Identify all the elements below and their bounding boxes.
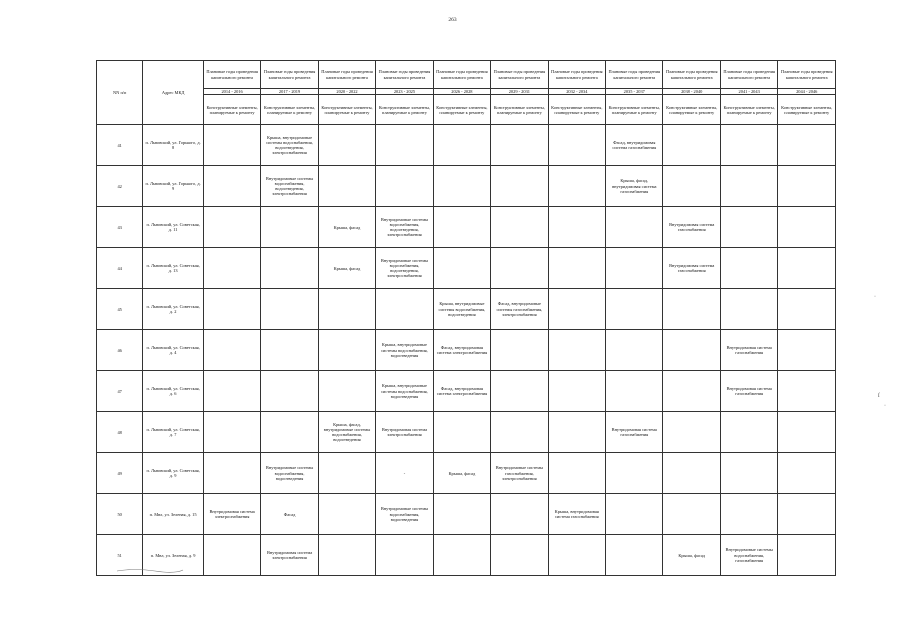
period-cell (203, 535, 260, 576)
period-cell (548, 330, 605, 371)
period-cell: Фасад, внутридомовая система газоснабжения (606, 125, 663, 166)
table-row (97, 207, 836, 248)
period-cell (433, 207, 490, 248)
period-range: 2032 - 2034 (548, 89, 605, 95)
row-address: п. Львовский, ул. Горького, д. 9 (143, 166, 203, 207)
period-cell (663, 330, 720, 371)
period-cell: Крыша, внутридомовые системы водоснабжения, водоотведения (376, 330, 433, 371)
period-cell (203, 207, 260, 248)
col-address-header: Адрес МКД (143, 61, 203, 125)
period-cell (663, 412, 720, 453)
row-number: 46 (97, 330, 143, 371)
period-cell: Крыша, фасад (318, 207, 375, 248)
period-cell: Внутридомовая система газоснабжения (663, 207, 720, 248)
row-address: п. Львовский, ул. Советская, д. 7 (143, 412, 203, 453)
period-cell (376, 535, 433, 576)
period-cell: Внутридомовые системы водоснабжения, газоснабжения (720, 535, 777, 576)
period-cell: Внутридомовые системы водоснабжения, водоотведения, электроснабжения (376, 207, 433, 248)
period-cell (203, 248, 260, 289)
period-cell: Внутридомовая система газоснабжения (720, 371, 777, 412)
period-label: Плановые годы проведения капитального ремонта (663, 61, 720, 89)
table-header (97, 61, 836, 125)
period-cell (606, 289, 663, 330)
period-cell (433, 166, 490, 207)
period-label: Плановые годы проведения капитального ремонта (778, 61, 836, 89)
period-cell: Крыша, внутридомовая система газоснабжения (548, 494, 605, 535)
period-cell (663, 125, 720, 166)
period-label: Плановые годы проведения капитального ремонта (720, 61, 777, 89)
period-cell: Крыша, внутридомовые системы водоснабжения, водоотведения (376, 371, 433, 412)
period-cell (720, 207, 777, 248)
period-cell: Крыша, внутридомовые системы водоснабжения, водоотведения (433, 289, 490, 330)
period-cell (663, 289, 720, 330)
period-cell (261, 330, 318, 371)
period-cell (318, 494, 375, 535)
period-elements: Конструктивные элементы, планируемые к ремонту (720, 95, 777, 125)
period-cell (433, 494, 490, 535)
period-cell (663, 453, 720, 494)
table-row (97, 371, 836, 412)
repair-plan-table (96, 60, 836, 576)
period-cell (778, 494, 836, 535)
table-row (97, 248, 836, 289)
period-cell (606, 371, 663, 412)
period-cell (491, 125, 548, 166)
period-cell (548, 453, 605, 494)
period-label: Плановые годы проведения капитального ремонта (548, 61, 605, 89)
period-cell (548, 371, 605, 412)
period-range: 2044 - 2046 (778, 89, 836, 95)
period-cell: Крыша, фасад (433, 453, 490, 494)
period-cell (548, 289, 605, 330)
table-row (97, 330, 836, 371)
period-cell (720, 125, 777, 166)
header-row-planned (97, 61, 836, 89)
row-address: п. Львовский, ул. Советская, д. 9 (143, 453, 203, 494)
period-cell (433, 535, 490, 576)
row-number: 44 (97, 248, 143, 289)
period-cell (720, 412, 777, 453)
period-cell (778, 330, 836, 371)
period-cell (318, 330, 375, 371)
period-cell (548, 207, 605, 248)
margin-mark: · (884, 403, 886, 409)
row-address: п. Львовский, ул. Советская, д. 2 (143, 289, 203, 330)
period-cell (376, 289, 433, 330)
period-cell: Крыша, внутридомовые системы водоснабжения, водоотведения, электроснабжения (261, 125, 318, 166)
period-cell (548, 412, 605, 453)
period-cell (720, 166, 777, 207)
row-address: п. Мвл, ул. Зеленая, д. 15 (143, 494, 203, 535)
period-cell (606, 494, 663, 535)
period-cell (491, 166, 548, 207)
period-cell (491, 371, 548, 412)
period-elements: Конструктивные элементы, планируемые к ремонту (491, 95, 548, 125)
period-cell (720, 494, 777, 535)
period-cell (318, 535, 375, 576)
period-cell (720, 248, 777, 289)
period-cell (663, 371, 720, 412)
table-row (97, 453, 836, 494)
period-elements: Конструктивные элементы, планируемые к ремонту (663, 95, 720, 125)
period-range: 2014 - 2016 (203, 89, 260, 95)
period-elements: Конструктивные элементы, планируемые к ремонту (318, 95, 375, 125)
period-cell (548, 248, 605, 289)
period-cell (261, 289, 318, 330)
period-cell (778, 453, 836, 494)
period-cell (491, 330, 548, 371)
period-cell (318, 166, 375, 207)
period-cell (433, 125, 490, 166)
period-cell (318, 453, 375, 494)
period-label: Плановые годы проведения капитального ремонта (491, 61, 548, 89)
period-cell (663, 166, 720, 207)
row-address: п. Львовский, ул. Советская, д. 11 (143, 207, 203, 248)
period-cell (778, 248, 836, 289)
period-cell: Крыша, фасад (663, 535, 720, 576)
period-cell: Фасад (261, 494, 318, 535)
row-number: 47 (97, 371, 143, 412)
period-elements: Конструктивные элементы, планируемые к ремонту (606, 95, 663, 125)
period-cell: Фасад, внутридомовая система электроснабжения (433, 330, 490, 371)
period-cell: Внутридомовые системы водоснабжения, водоотведения (261, 453, 318, 494)
period-cell (376, 125, 433, 166)
period-cell (376, 166, 433, 207)
period-cell: Внутридомовые системы водоснабжения, водоотведения, электроснабжения (376, 248, 433, 289)
period-cell: Внутридомовая система газоснабжения (663, 248, 720, 289)
period-cell (203, 289, 260, 330)
period-label: Плановые годы проведения капитального ремонта (433, 61, 490, 89)
row-number: 43 (97, 207, 143, 248)
period-cell (720, 453, 777, 494)
period-cell (203, 330, 260, 371)
period-cell: Внутридомовая система газоснабжения (720, 330, 777, 371)
period-elements: Конструктивные элементы, планируемые к ремонту (548, 95, 605, 125)
period-cell: Внутридомовая система электроснабжения (203, 494, 260, 535)
table-row (97, 412, 836, 453)
row-number: 49 (97, 453, 143, 494)
period-cell (778, 166, 836, 207)
period-cell (606, 535, 663, 576)
table-row (97, 125, 836, 166)
row-number: 48 (97, 412, 143, 453)
period-elements: Конструктивные элементы, планируемые к ремонту (778, 95, 836, 125)
period-cell (778, 289, 836, 330)
margin-mark: ſ (878, 393, 880, 399)
period-label: Плановые годы проведения капитального ремонта (318, 61, 375, 89)
period-range: 2020 - 2022 (318, 89, 375, 95)
period-cell: Крыша, фасад, внутридомовая система газоснабжения (606, 166, 663, 207)
period-range: 2029 - 2031 (491, 89, 548, 95)
period-cell: Внутридомовые системы газоснабжения, электроснабжения (491, 453, 548, 494)
period-cell (433, 248, 490, 289)
period-cell (261, 248, 318, 289)
period-range: 2038 - 2040 (663, 89, 720, 95)
period-cell (203, 166, 260, 207)
period-cell (778, 371, 836, 412)
period-cell: Внутридомовая система газоснабжения (606, 412, 663, 453)
period-range: 2041 - 2043 (720, 89, 777, 95)
period-cell (548, 166, 605, 207)
period-cell (491, 535, 548, 576)
period-cell (606, 248, 663, 289)
row-number: 45 (97, 289, 143, 330)
table-body (97, 125, 836, 576)
period-range: 2026 - 2028 (433, 89, 490, 95)
period-cell (318, 289, 375, 330)
period-range: 2035 - 2037 (606, 89, 663, 95)
period-cell (778, 207, 836, 248)
period-cell (318, 371, 375, 412)
period-cell (261, 371, 318, 412)
period-cell (663, 494, 720, 535)
period-cell (203, 453, 260, 494)
period-cell (261, 412, 318, 453)
row-address: п. Львовский, ул. Советская, д. 13 (143, 248, 203, 289)
period-cell: Внутридомовые системы водоснабжения, водоотведения, электроснабжения (261, 166, 318, 207)
period-cell (491, 412, 548, 453)
period-cell: Фасад, внутридомовые системы газоснабжения, электроснабжения (491, 289, 548, 330)
period-elements: Конструктивные элементы, планируемые к ремонту (261, 95, 318, 125)
period-label: Плановые годы проведения капитального ремонта (606, 61, 663, 89)
period-cell (318, 125, 375, 166)
header-row-elements (97, 95, 836, 125)
period-cell (778, 535, 836, 576)
period-cell (606, 330, 663, 371)
period-cell (778, 125, 836, 166)
period-cell (548, 535, 605, 576)
row-number: 41 (97, 125, 143, 166)
period-cell (548, 125, 605, 166)
period-range: 2023 - 2025 (376, 89, 433, 95)
row-address: п. Львовский, ул. Советская, д. 4 (143, 330, 203, 371)
period-cell: - (376, 453, 433, 494)
repair-plan-sheet (96, 60, 836, 576)
table-row (97, 535, 836, 576)
row-address: п. Мвл, ул. Зеленая, д. 9 (143, 535, 203, 576)
period-cell: Крыша, фасад, внутридомовые системы водоснабжения, водоотведения (318, 412, 375, 453)
period-elements: Конструктивные элементы, планируемые к ремонту (433, 95, 490, 125)
period-cell (203, 371, 260, 412)
period-cell: Крыша, фасад (318, 248, 375, 289)
period-cell: Внутридомовые системы водоснабжения, водоотведения (376, 494, 433, 535)
period-cell (261, 207, 318, 248)
pen-stroke (115, 566, 185, 574)
row-number: 51 (97, 535, 143, 576)
period-cell: Внутридомовая система электроснабжения (376, 412, 433, 453)
period-cell: Фасад, внутридомовая система электроснабжения (433, 371, 490, 412)
period-cell (491, 207, 548, 248)
row-number: 50 (97, 494, 143, 535)
period-label: Плановые годы проведения капитального ремонта (261, 61, 318, 89)
row-address: п. Львовский, ул. Горького, д. 8 (143, 125, 203, 166)
page-number: 263 (448, 17, 457, 23)
row-number: 42 (97, 166, 143, 207)
period-cell (433, 412, 490, 453)
col-num-header: NN п/п (97, 61, 143, 125)
table-row (97, 494, 836, 535)
period-elements: Конструктивные элементы, планируемые к ремонту (376, 95, 433, 125)
period-cell (720, 289, 777, 330)
period-label: Плановые годы проведения капитального ремонта (203, 61, 260, 89)
margin-mark: · (874, 294, 876, 300)
table-row (97, 289, 836, 330)
period-cell (203, 412, 260, 453)
period-cell (606, 453, 663, 494)
table-row (97, 166, 836, 207)
period-cell: Внутридомовая система электроснабжения (261, 535, 318, 576)
row-address: п. Львовский, ул. Советская, д. 6 (143, 371, 203, 412)
period-cell (606, 207, 663, 248)
period-cell (491, 494, 548, 535)
period-cell (491, 248, 548, 289)
period-elements: Конструктивные элементы, планируемые к ремонту (203, 95, 260, 125)
period-label: Плановые годы проведения капитального ремонта (376, 61, 433, 89)
period-cell (778, 412, 836, 453)
period-range: 2017 - 2019 (261, 89, 318, 95)
period-cell (203, 125, 260, 166)
